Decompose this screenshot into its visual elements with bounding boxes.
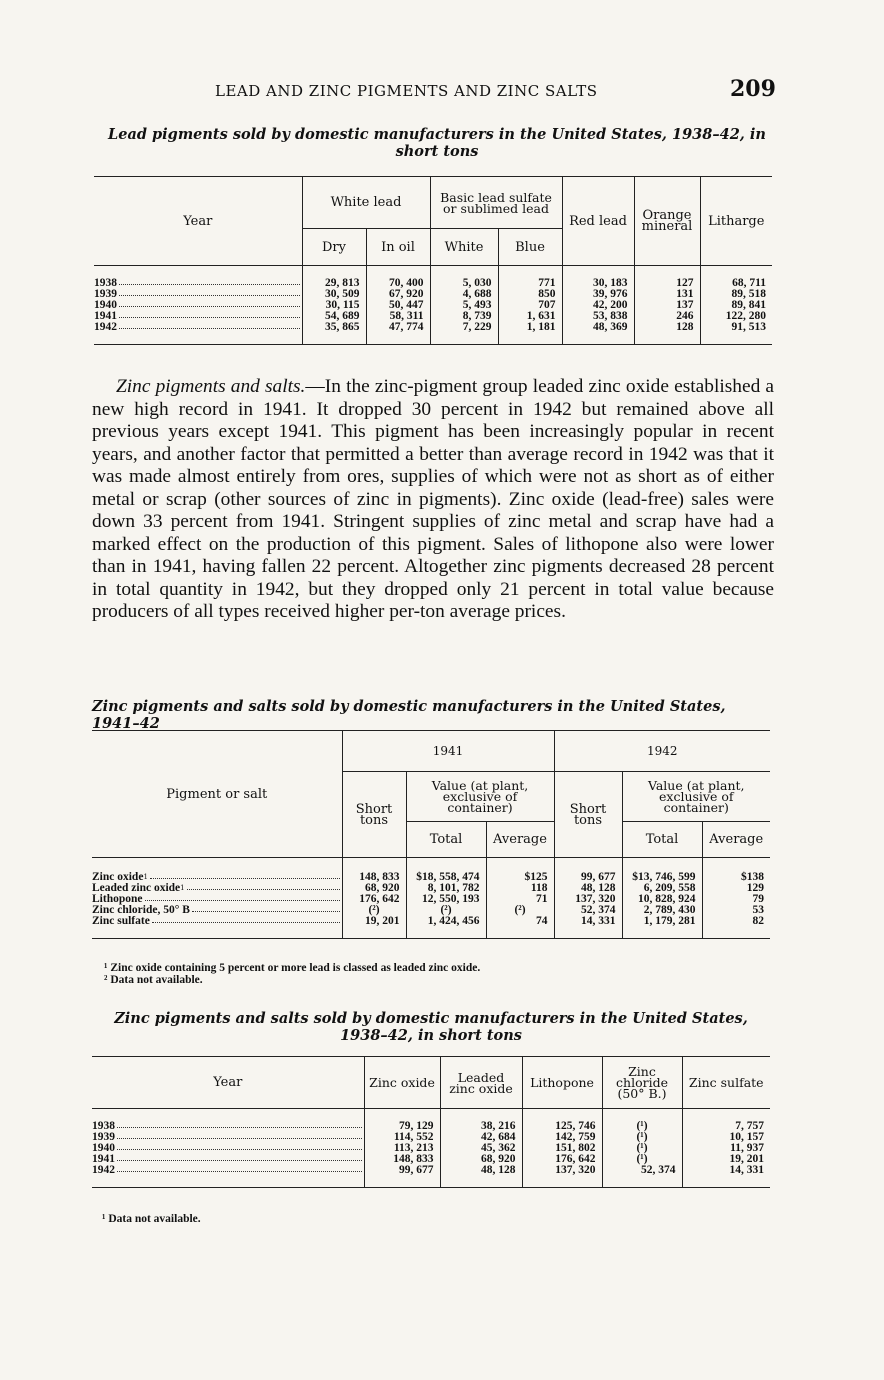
table-cell: $18, 558, 474 — [406, 872, 486, 883]
table-cell: 246 — [634, 311, 700, 322]
table-cell: 79 — [702, 894, 770, 905]
table1-header-orange-mineral: Orange mineral — [634, 177, 700, 266]
table-cell: 58, 311 — [366, 311, 430, 322]
table-cell: 128 — [634, 322, 700, 333]
table3-header-zinc-sulfate: Zinc sulfate — [682, 1057, 770, 1109]
table3-caption-line2: 1938–42, in short tons — [340, 1027, 522, 1044]
table-cell: 137 — [634, 300, 700, 311]
table-cell: 151, 802 — [522, 1143, 602, 1154]
table-cell: 53 — [702, 905, 770, 916]
table2-header-total-1942: Total — [622, 822, 702, 858]
table-cell: 176, 642 — [522, 1154, 602, 1165]
paragraph-body: —In the zinc-pigment group leaded zinc oxide established a new high record in 1941. It dropped 30 percent in 1942 but remained above all previous years except 1941. This pigment has been increasingly popular in recent years, and another factor that permitted a better than average record in 1942 was that it was made almost entirely from ores, supplies of which were not as short as of either metal or scrap (other sources of zinc in pigments). Zinc oxide (lead-free) sales were down 33 percent from 1941. Stringent supplies of zinc metal and scrap have had a marked effect on the production of this pigment. Sales of lithopone also were lower than in 1941, having fallen 22 percent. Altogether zinc pigments decreased 28 percent in total quantity in 1942, but they dropped only 21 percent in total value because producers of all types received higher per-ton average prices. — [92, 376, 775, 622]
table-row — [92, 1154, 770, 1165]
zinc-pigments-1941-42-table — [92, 730, 770, 939]
table2-row-label: Zinc sulfate — [92, 914, 150, 927]
zinc-pigments-1938-42-table — [92, 1056, 770, 1188]
table-cell: 14, 331 — [682, 1165, 770, 1176]
table-cell: 48, 128 — [554, 883, 622, 894]
table1-header-white: White — [430, 229, 498, 266]
table1-header-year: Year — [94, 177, 302, 266]
table3-header-leaded-zinc-oxide: Leaded zinc oxide — [440, 1057, 522, 1109]
table-cell: 127 — [634, 278, 700, 289]
table-row — [94, 322, 772, 333]
table-cell: 39, 976 — [562, 289, 634, 300]
footnote-marker: 1 — [180, 883, 185, 892]
table-cell: 1, 179, 281 — [622, 916, 702, 927]
table-cell: 42, 684 — [440, 1132, 522, 1143]
table1-year: 1939 — [94, 287, 117, 300]
table-cell: 7, 229 — [430, 322, 498, 333]
table-cell: (²) — [486, 905, 554, 916]
table3-year: 1938 — [92, 1119, 115, 1132]
table2-header-value-1941: Value (at plant, exclusive of container) — [406, 772, 554, 822]
table2-header-short-tons-1942: Short tons — [554, 772, 622, 858]
table-cell: 68, 920 — [342, 883, 406, 894]
table-cell: (²) — [342, 905, 406, 916]
table-cell: (²) — [406, 905, 486, 916]
table-cell: 29, 813 — [302, 278, 366, 289]
table-row — [92, 1121, 770, 1132]
page-number: 209 — [730, 76, 776, 102]
footnote-marker: 1 — [143, 872, 148, 881]
table-cell: 79, 129 — [364, 1121, 440, 1132]
table2-header-short-tons-1941: Short tons — [342, 772, 406, 858]
table-cell: 89, 518 — [700, 289, 772, 300]
table-row — [92, 1143, 770, 1154]
table-cell: 113, 213 — [364, 1143, 440, 1154]
table-cell: 38, 216 — [440, 1121, 522, 1132]
table-cell: 91, 513 — [700, 322, 772, 333]
table-cell: 771 — [498, 278, 562, 289]
table-row — [92, 883, 770, 894]
table1-header-litharge: Litharge — [700, 177, 772, 266]
table2-row-label: Leaded zinc oxide — [92, 881, 181, 894]
table-cell: 118 — [486, 883, 554, 894]
table-cell: 47, 774 — [366, 322, 430, 333]
table-cell: 2, 789, 430 — [622, 905, 702, 916]
table-cell: 52, 374 — [554, 905, 622, 916]
table-cell: 30, 115 — [302, 300, 366, 311]
table-cell: 8, 739 — [430, 311, 498, 322]
table-cell: $125 — [486, 872, 554, 883]
table-cell: 35, 865 — [302, 322, 366, 333]
table-cell: 6, 209, 558 — [622, 883, 702, 894]
table-cell: 10, 157 — [682, 1132, 770, 1143]
table-cell: 11, 937 — [682, 1143, 770, 1154]
table3-year: 1942 — [92, 1163, 115, 1176]
table-cell: 131 — [634, 289, 700, 300]
table-cell: 99, 677 — [554, 872, 622, 883]
running-header: LEAD AND ZINC PIGMENTS AND ZINC SALTS — [215, 82, 598, 100]
table-row — [92, 894, 770, 905]
table-cell: 71 — [486, 894, 554, 905]
table-cell: 137, 320 — [554, 894, 622, 905]
table2-footnote-1: ¹ Zinc oxide containing 5 percent or more lead is classed as leaded zinc oxide. — [104, 962, 481, 974]
table2-row-label: Zinc chloride, 50° B — [92, 903, 190, 916]
table-cell: 99, 677 — [364, 1165, 440, 1176]
table-cell: 12, 550, 193 — [406, 894, 486, 905]
table-cell: 1, 424, 456 — [406, 916, 486, 927]
table2-footnotes — [104, 962, 764, 986]
table-cell: 48, 128 — [440, 1165, 522, 1176]
table-row — [92, 872, 770, 883]
table3-year: 1939 — [92, 1130, 115, 1143]
table2-footnote-2: ² Data not available. — [104, 974, 203, 986]
table1-caption-line1: Lead pigments sold by domestic manufacturers in the United States, 1938–42, in — [108, 126, 766, 143]
table-row — [94, 289, 772, 300]
table1-year: 1940 — [94, 298, 117, 311]
table-cell: (¹) — [602, 1121, 682, 1132]
table-cell: 4, 688 — [430, 289, 498, 300]
table1-header-dry: Dry — [302, 229, 366, 266]
paragraph-lead-in: Zinc pigments and salts. — [116, 376, 306, 397]
table2-header-1941: 1941 — [342, 731, 554, 772]
table-cell: 142, 759 — [522, 1132, 602, 1143]
table-cell: (¹) — [602, 1154, 682, 1165]
table-cell: 10, 828, 924 — [622, 894, 702, 905]
table-cell: 5, 030 — [430, 278, 498, 289]
table3-year: 1941 — [92, 1152, 115, 1165]
table2-header-value-1942: Value (at plant, exclusive of container) — [622, 772, 770, 822]
table1-header-in-oil: In oil — [366, 229, 430, 266]
table3-header-lithopone: Lithopone — [522, 1057, 602, 1109]
table-cell: (¹) — [602, 1143, 682, 1154]
table2-header-1942: 1942 — [554, 731, 770, 772]
table3-footnote: ¹ Data not available. — [102, 1213, 201, 1225]
table-cell: 14, 331 — [554, 916, 622, 927]
table-cell: 67, 920 — [366, 289, 430, 300]
table-cell: 176, 642 — [342, 894, 406, 905]
table3-header-zinc-chloride: Zinc chloride (50° B.) — [602, 1057, 682, 1109]
table-cell: 30, 509 — [302, 289, 366, 300]
table-cell: 52, 374 — [602, 1165, 682, 1176]
table-row — [92, 1165, 770, 1176]
table3-year: 1940 — [92, 1141, 115, 1154]
table-cell: 42, 200 — [562, 300, 634, 311]
table-cell: 129 — [702, 883, 770, 894]
table1-year: 1938 — [94, 276, 117, 289]
table-cell: 48, 369 — [562, 322, 634, 333]
table-cell: 114, 552 — [364, 1132, 440, 1143]
table1-header-basic-lead: Basic lead sulfate or sublimed lead — [430, 177, 562, 229]
table-cell: 7, 757 — [682, 1121, 770, 1132]
table2-header-average-1941: Average — [486, 822, 554, 858]
table3-header-zinc-oxide: Zinc oxide — [364, 1057, 440, 1109]
table-cell: 850 — [498, 289, 562, 300]
table1-year: 1942 — [94, 320, 117, 333]
table2-row-label: Lithopone — [92, 892, 143, 905]
table-cell: 5, 493 — [430, 300, 498, 311]
table1-header-white-lead: White lead — [302, 177, 430, 229]
table-cell: $13, 746, 599 — [622, 872, 702, 883]
table2-header-total-1941: Total — [406, 822, 486, 858]
table2-header-pigment: Pigment or salt — [92, 731, 342, 858]
table1-header-blue: Blue — [498, 229, 562, 266]
table2-caption: Zinc pigments and salts sold by domestic manufacturers in the United States, 1941–42 — [92, 698, 726, 732]
table3-caption-line1: Zinc pigments and salts sold by domestic manufacturers in the United States, — [114, 1010, 748, 1027]
table-cell: 50, 447 — [366, 300, 430, 311]
table1-caption — [95, 126, 779, 160]
table2-header-average-1942: Average — [702, 822, 770, 858]
table-row — [94, 300, 772, 311]
lead-pigments-table — [94, 176, 772, 345]
table-cell: 54, 689 — [302, 311, 366, 322]
table-cell: 89, 841 — [700, 300, 772, 311]
table-cell: 82 — [702, 916, 770, 927]
table-cell: 707 — [498, 300, 562, 311]
table-cell: 1, 181 — [498, 322, 562, 333]
table-cell: 1, 631 — [498, 311, 562, 322]
table-cell: 148, 833 — [364, 1154, 440, 1165]
table-cell: (¹) — [602, 1132, 682, 1143]
table1-header-red-lead: Red lead — [562, 177, 634, 266]
table-row — [92, 916, 770, 927]
table-cell: 30, 183 — [562, 278, 634, 289]
table-cell: 148, 833 — [342, 872, 406, 883]
table-cell: 8, 101, 782 — [406, 883, 486, 894]
table-cell: 70, 400 — [366, 278, 430, 289]
zinc-pigments-paragraph — [92, 376, 774, 624]
table-cell: 137, 320 — [522, 1165, 602, 1176]
table-row — [92, 905, 770, 916]
table-cell: $138 — [702, 872, 770, 883]
table-cell: 68, 711 — [700, 278, 772, 289]
table-cell: 125, 746 — [522, 1121, 602, 1132]
table2-row-label: Zinc oxide — [92, 870, 144, 883]
table-row — [94, 278, 772, 289]
table-cell: 74 — [486, 916, 554, 927]
table-cell: 122, 280 — [700, 311, 772, 322]
table-cell: 19, 201 — [682, 1154, 770, 1165]
table-row — [94, 311, 772, 322]
table1-caption-line2: short tons — [395, 143, 479, 160]
table3-header-year: Year — [92, 1057, 364, 1109]
table-cell: 53, 838 — [562, 311, 634, 322]
table-row — [92, 1132, 770, 1143]
table1-year: 1941 — [94, 309, 117, 322]
table3-caption — [90, 1010, 772, 1044]
table-cell: 19, 201 — [342, 916, 406, 927]
table-cell: 68, 920 — [440, 1154, 522, 1165]
table-cell: 45, 362 — [440, 1143, 522, 1154]
